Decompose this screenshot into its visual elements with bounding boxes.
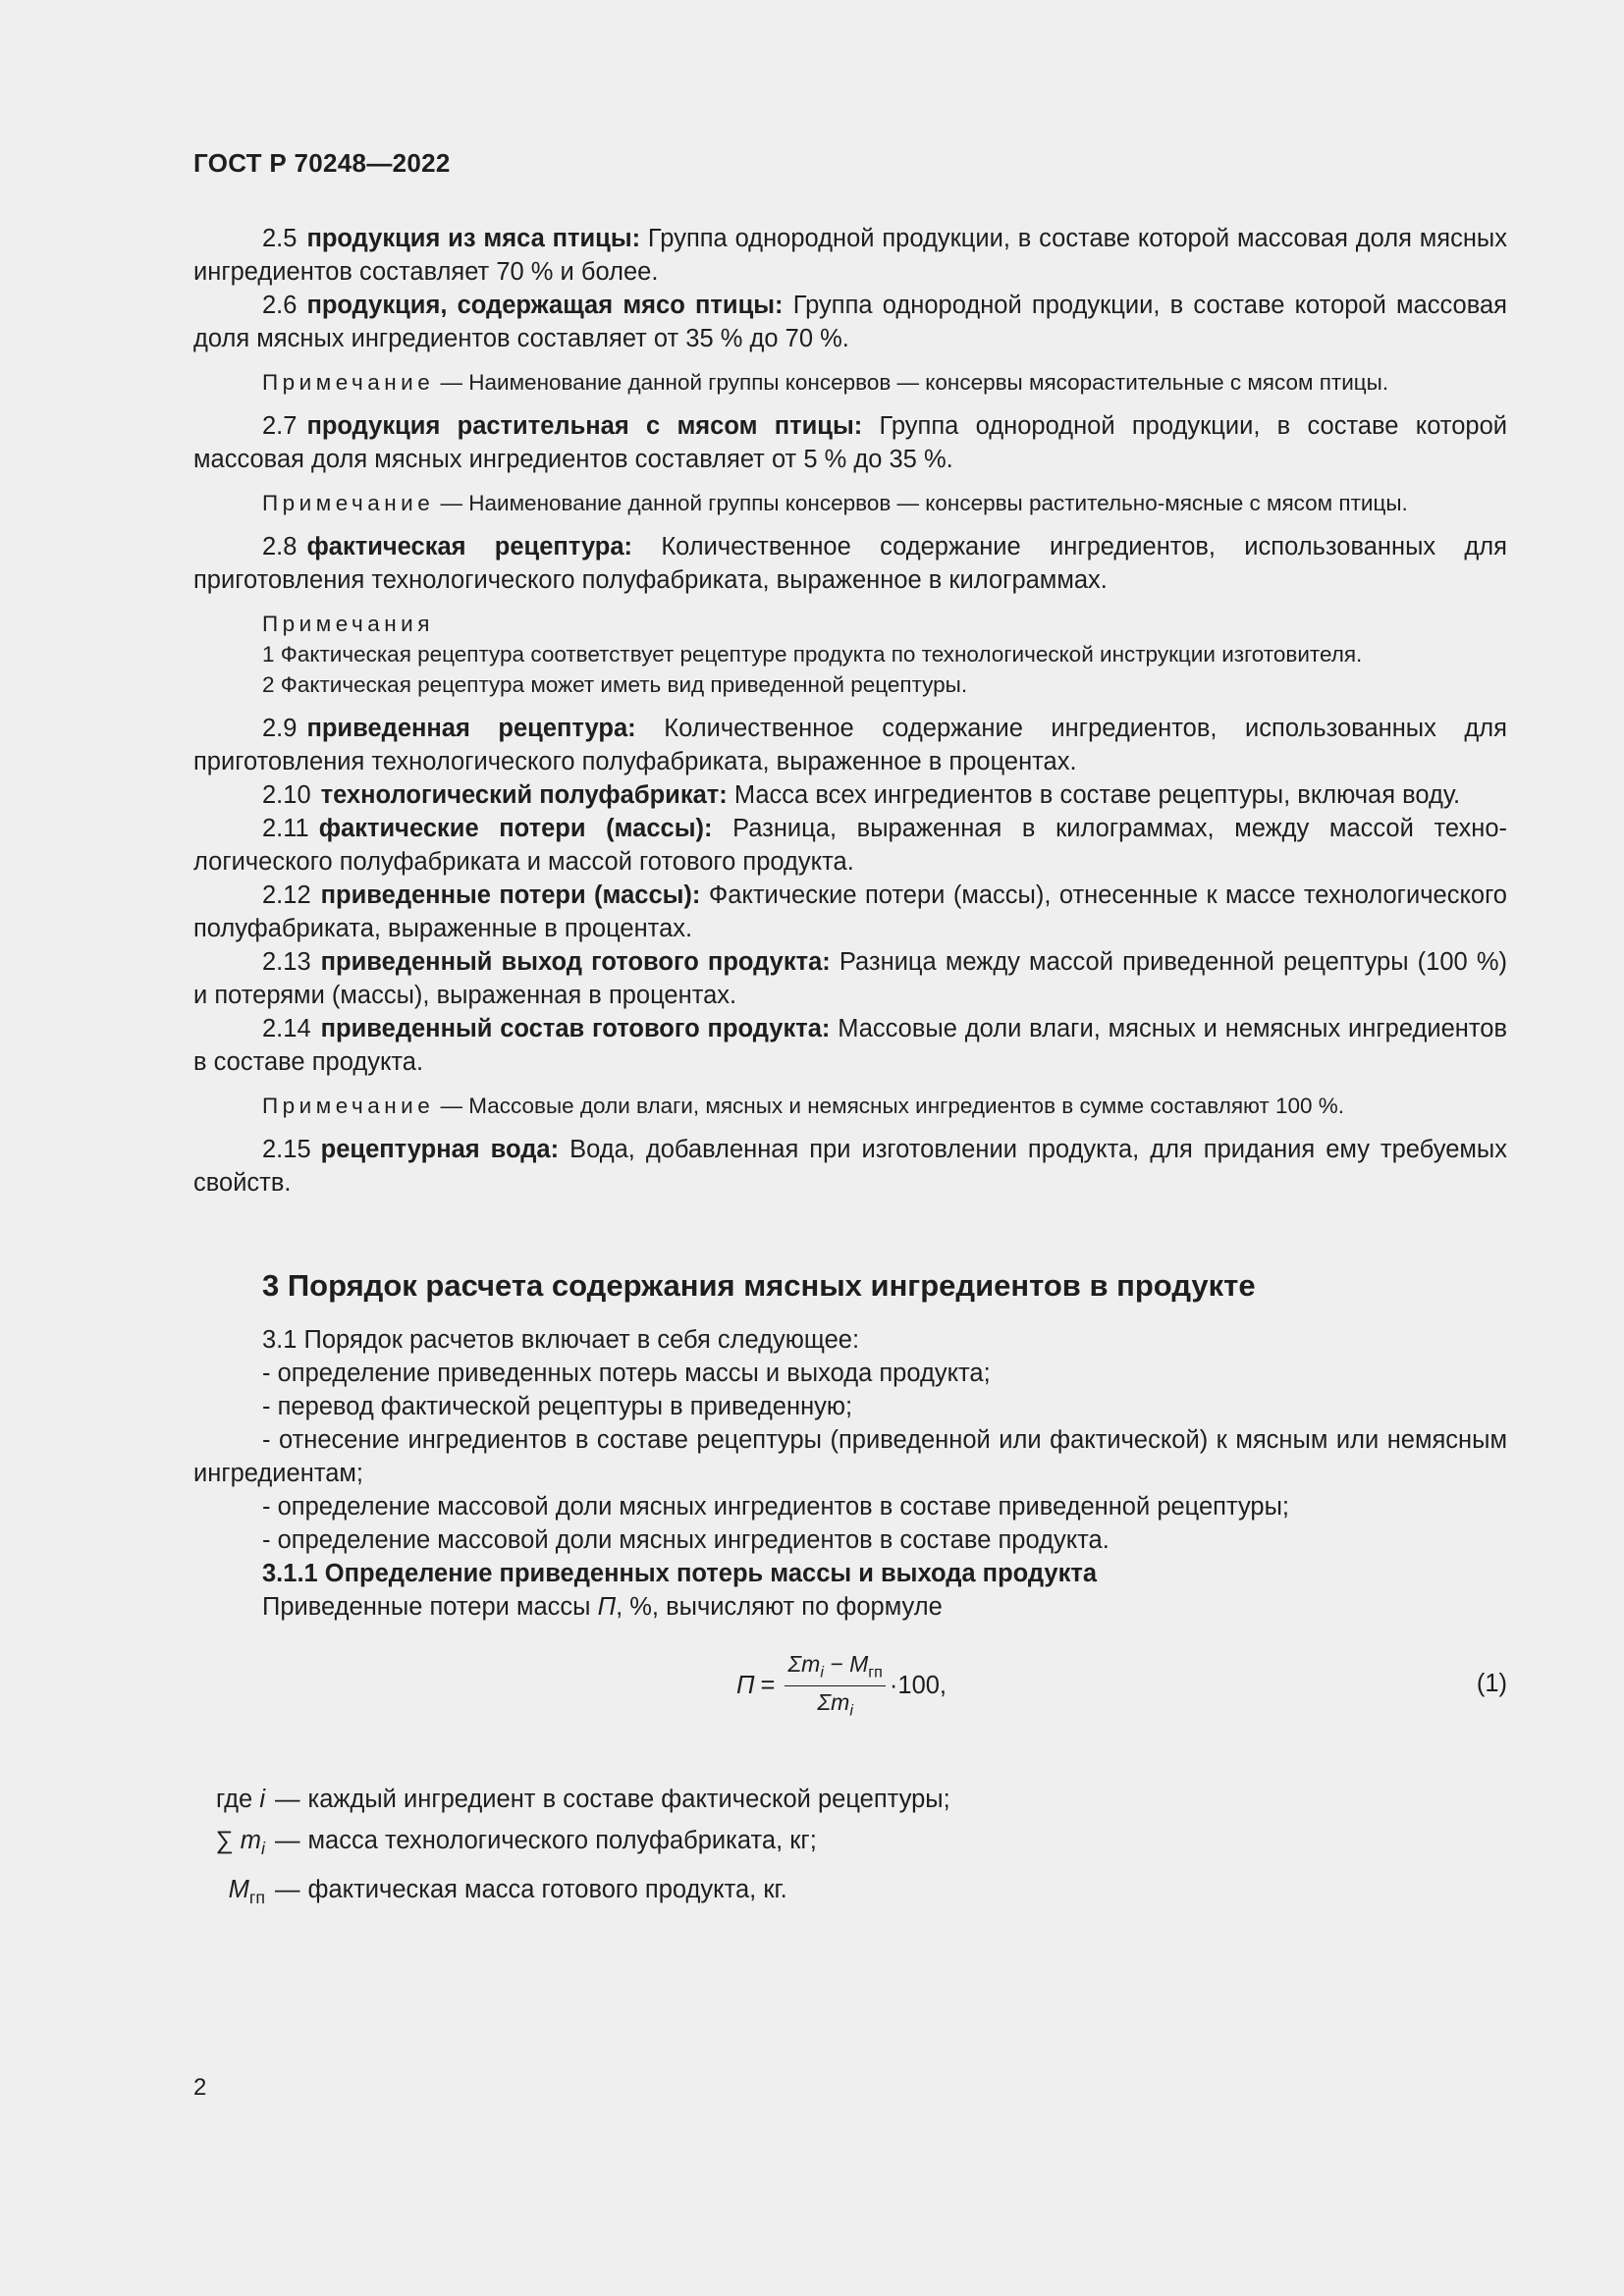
section-3-1-intro: 3.1 Порядок расчетов включает в себя следующее:: [262, 1326, 860, 1354]
formula-expression: [736, 1651, 947, 1720]
section-3-title: 3 Порядок расчета содержания мясных ингредиентов в продукте: [262, 1268, 1256, 1303]
term-2-7: 2.7 продукция растительная с мясом птицы: Группа однородной продукции, в составе которой массовая доля мясных ингредиентов составляет от 5 % до 35 %.: [193, 412, 1507, 473]
term-2-10: 2.10 технологический полуфабрикат: Масса всех ингредиентов в составе рецептуры, включая воду.: [262, 781, 1461, 809]
legend-row: где i — каждый ингредиент в составе фактической рецептуры;: [216, 1786, 950, 1813]
legend-row: ∑ $m_i$ — масса технологического полуфабриката, кг;: [215, 1827, 817, 1859]
formula-numerator: $\Sigma m_i - M_{гп}$: [785, 1651, 886, 1686]
formula-intro: Приведенные потери массы П, %, вычисляют по формуле: [262, 1593, 943, 1621]
term-2-6: 2.6 продукция, содержащая мясо птицы: Группа однородной продукции, в составе которой массовая доля мясных ингредиентов составляет от 35 % до 70 %.: [193, 292, 1507, 352]
formula-fraction: [785, 1651, 886, 1720]
note-item: 1 Фактическая рецептура соответствует рецептуре продукта по технологической инструкции изготовителя.: [262, 642, 1363, 667]
document-body: [193, 222, 1507, 1918]
legend-row: $M_{гп}$ — фактическая масса готового продукта, кг.: [228, 1876, 787, 1908]
formula-lhs: П: [736, 1671, 755, 1699]
list-item: - отнесение ингредиентов в составе рецептуры (приведенной или фактической) к мясным или немясным ингредиентам;: [193, 1426, 1507, 1487]
formula-number: (1): [1476, 1670, 1507, 1697]
notes-label: Примечания: [262, 612, 434, 636]
list-item: - определение массовой доли мясных ингредиентов в составе приведенной рецептуры;: [262, 1493, 1290, 1521]
note-2-14: Примечание — Массовые доли влаги, мясных и немясных ингредиентов в сумме составляют 100 %.: [262, 1094, 1344, 1118]
note-2-7: Примечание — Наименование данной группы консервов — консервы растительно-мясные с мясом птицы.: [262, 491, 1408, 515]
list-item: - определение приведенных потерь массы и выхода продукта;: [262, 1360, 991, 1387]
formula-denominator: $\Sigma m_i$: [817, 1688, 853, 1720]
note-2-6: Примечание — Наименование данной группы консервов — консервы мясорастительные с мясом птицы.: [262, 370, 1389, 395]
formula-legend: [193, 1779, 1507, 1918]
term-2-11: 2.11 фактические потери (массы): Разница, выраженная в килограммах, между массой технологического полуфабриката и массой готового продукта.: [193, 815, 1507, 876]
document-header: ГОСТ Р 70248—2022: [193, 148, 451, 178]
formula-equals: =: [760, 1671, 776, 1699]
list-item: - определение массовой доли мясных ингредиентов в составе продукта.: [262, 1526, 1110, 1554]
list-item: - перевод фактической рецептуры в приведенную;: [262, 1393, 853, 1420]
term-2-8: 2.8 фактическая рецептура: Количественное содержание ингредиентов, использованных для приготовления технологического полуфабриката, выраженное в килограммах.: [193, 533, 1507, 594]
term-2-12: 2.12 приведенные потери (массы): Фактические потери (массы), отнесенные к массе технологического полуфабриката, выраженные в процентах.: [193, 881, 1507, 942]
term-2-15: 2.15 рецептурная вода: Вода, добавленная при изготовлении продукта, для придания ему требуемых свойств.: [193, 1136, 1507, 1197]
term-2-9: 2.9 приведенная рецептура: Количественное содержание ингредиентов, использованных для приготовления технологического полуфабриката, выраженное в процентах.: [193, 715, 1507, 775]
term-2-5: 2.5 продукция из мяса птицы: Группа однородной продукции, в составе которой массовая доля мясных ингредиентов составляет 70 % и более.: [193, 225, 1507, 286]
subsection-3-1-1-title: 3.1.1 Определение приведенных потерь массы и выхода продукта: [262, 1560, 1098, 1587]
note-item: 2 Фактическая рецептура может иметь вид приведенной рецептуры.: [262, 672, 968, 697]
page-number: 2: [193, 2074, 207, 2101]
formula-tail: ·100,: [889, 1671, 947, 1699]
formula-1: [193, 1643, 1507, 1741]
term-2-14: 2.14 приведенный состав готового продукта: Массовые доли влаги, мясных и немясных ингредиентов в составе продукта.: [193, 1015, 1507, 1076]
notes-2-8: [193, 609, 1507, 700]
term-2-13: 2.13 приведенный выход готового продукта: Разница между массой приведенной рецептуры (100 %) и потерями (массы), выраженная в процентах.: [193, 948, 1507, 1009]
